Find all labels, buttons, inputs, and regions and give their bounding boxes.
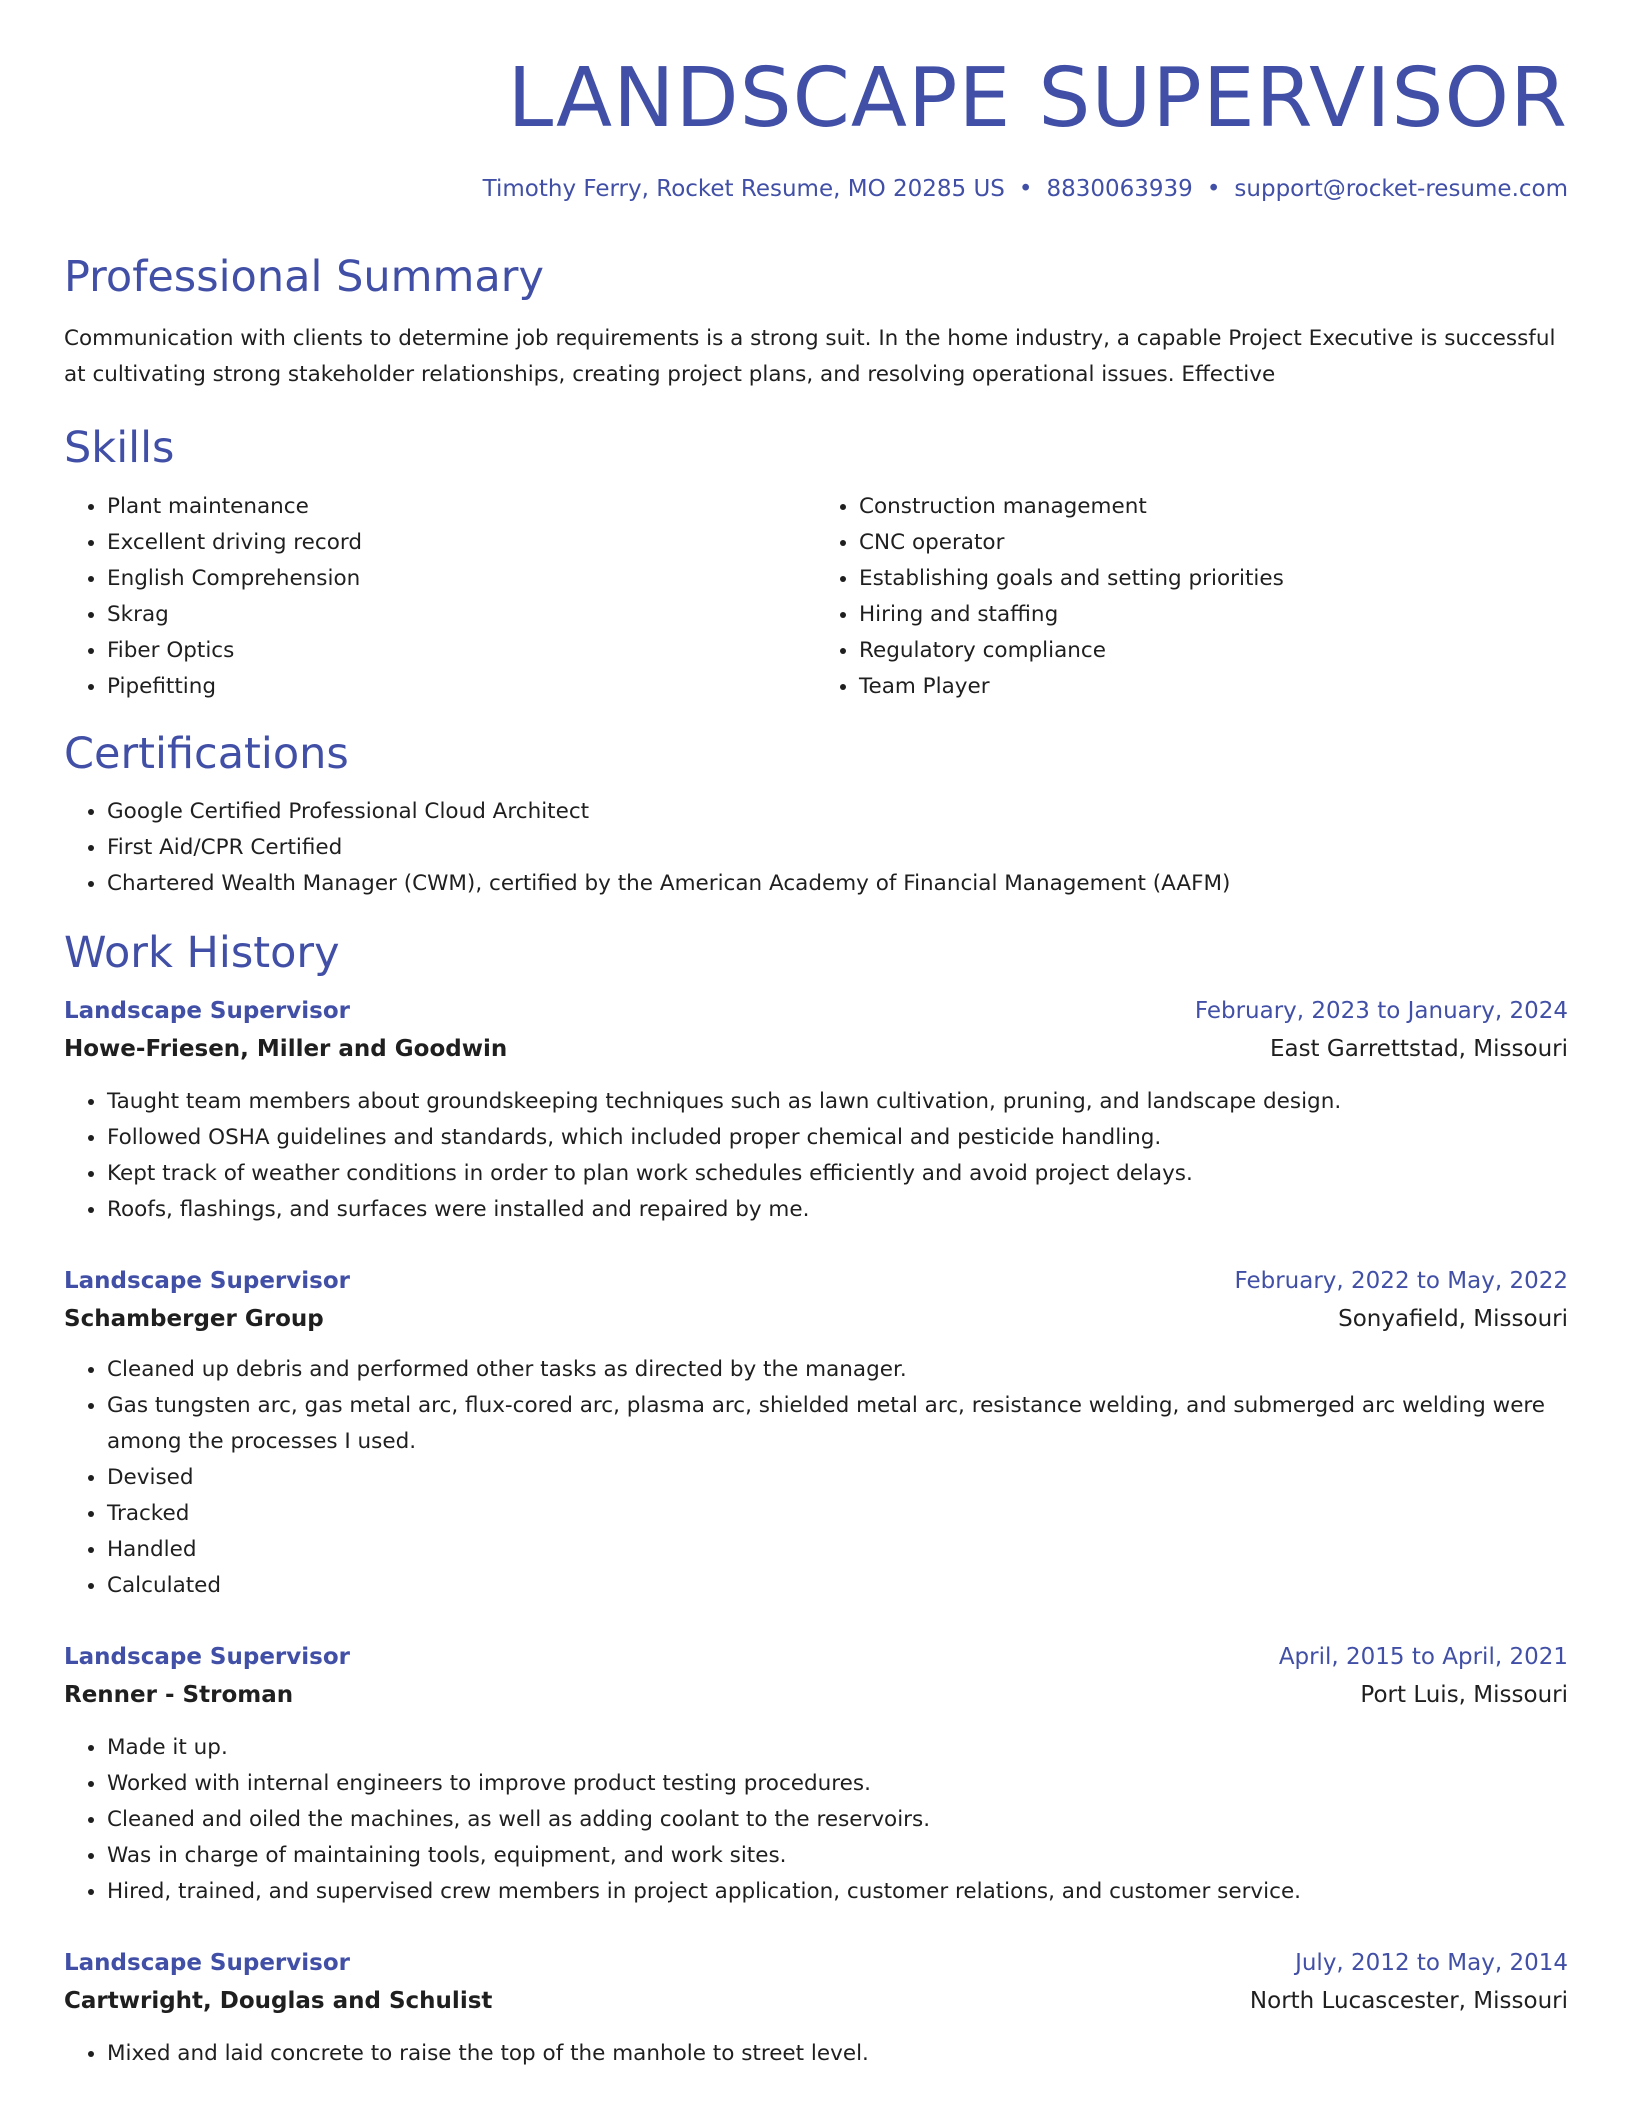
- skills-heading: Skills: [64, 423, 175, 474]
- skill-item: • English Comprehension: [107, 561, 816, 597]
- job-dates: February, 2022 to May, 2022: [1234, 1267, 1568, 1294]
- job-entry: [64, 1638, 1568, 1910]
- skills-grid: [64, 489, 1568, 705]
- job-bullet: • Roofs, flashings, and surfaces were installed and repaired by me.: [107, 1192, 1568, 1228]
- job-bullet: • Taught team members about groundskeeping techniques such as lawn cultivation, pruning, and landscape design.: [107, 1084, 1568, 1120]
- job-company: Howe-Friesen, Miller and Goodwin: [64, 1035, 508, 1062]
- job-bullet: • Tracked: [107, 1496, 1568, 1532]
- contact-email[interactable]: support@rocket-resume.com: [1234, 176, 1568, 202]
- summary-text: Communication with clients to determine job requirements is a strong suit. In the home industry, a capable Project Executive is successful at cultivating strong stakeholder relationships, creating project plans, and resolving operational issues. Effective: [64, 326, 1556, 388]
- job-title-row: [64, 1262, 1568, 1300]
- contact-address: Timothy Ferry, Rocket Resume, MO 20285 US: [482, 176, 1005, 202]
- job-bullets: [64, 1084, 1568, 1228]
- job-bullet: • Devised: [107, 1460, 1568, 1496]
- work-history-heading: Work History: [64, 928, 340, 979]
- job-bullet: • Was in charge of maintaining tools, equipment, and work sites.: [107, 1838, 1568, 1874]
- job-bullets: [64, 2036, 1568, 2072]
- job-company-row: [64, 1676, 1568, 1714]
- job-bullet: • Cleaned up debris and performed other tasks as directed by the manager.: [107, 1352, 1568, 1388]
- skill-item: • Hiring and staffing: [859, 597, 1568, 633]
- job-bullets: [64, 1352, 1568, 1604]
- job-title: Landscape Supervisor: [64, 997, 350, 1024]
- job-company: Cartwright, Douglas and Schulist: [64, 1987, 493, 2014]
- resume-title: LANDSCAPE SUPERVISOR: [507, 51, 1568, 146]
- job-company: Schamberger Group: [64, 1305, 324, 1332]
- certifications-heading: Certifications: [64, 728, 349, 779]
- skills-list-left: [64, 489, 816, 705]
- skill-item: • Construction management: [859, 489, 1568, 525]
- skill-item: • Plant maintenance: [107, 489, 816, 525]
- job-entry: [64, 1262, 1568, 1604]
- job-bullet: • Followed OSHA guidelines and standards, which included proper chemical and pesticide handling.: [107, 1120, 1568, 1156]
- job-bullet: • Calculated: [107, 1568, 1568, 1604]
- skill-item: • Regulatory compliance: [859, 633, 1568, 669]
- contact-separator: •: [1206, 176, 1221, 202]
- job-title: Landscape Supervisor: [64, 1949, 350, 1976]
- job-title: Landscape Supervisor: [64, 1267, 350, 1294]
- job-title: Landscape Supervisor: [64, 1643, 350, 1670]
- skill-item: • Establishing goals and setting priorities: [859, 561, 1568, 597]
- summary-heading: Professional Summary: [64, 251, 544, 302]
- job-bullet: • Mixed and laid concrete to raise the top of the manhole to street level.: [107, 2036, 1568, 2072]
- job-title-row: [64, 1638, 1568, 1676]
- job-location: North Lucascester, Missouri: [1249, 1987, 1568, 2014]
- job-entry: [64, 992, 1568, 1228]
- job-title-row: [64, 1944, 1568, 1982]
- job-bullets: [64, 1730, 1568, 1910]
- job-company: Renner - Stroman: [64, 1681, 294, 1708]
- job-bullet: • Cleaned and oiled the machines, as well as adding coolant to the reservoirs.: [107, 1802, 1568, 1838]
- job-company-row: [64, 1982, 1568, 2020]
- certification-item: • Chartered Wealth Manager (CWM), certified by the American Academy of Financial Management (AAFM): [107, 866, 1568, 902]
- job-bullet: • Made it up.: [107, 1730, 1568, 1766]
- job-bullet: • Gas tungsten arc, gas metal arc, flux-cored arc, plasma arc, shielded metal arc, resistance welding, and submerged arc welding were among the processes I used.: [107, 1388, 1568, 1460]
- job-dates: July, 2012 to May, 2014: [1295, 1949, 1568, 1976]
- skill-item: • Fiber Optics: [107, 633, 816, 669]
- job-bullet: • Kept track of weather conditions in order to plan work schedules efficiently and avoid project delays.: [107, 1156, 1568, 1192]
- contact-phone: 8830063939: [1046, 176, 1193, 202]
- job-entry: [64, 1944, 1568, 2072]
- job-title-row: [64, 992, 1568, 1030]
- job-bullet: • Worked with internal engineers to improve product testing procedures.: [107, 1766, 1568, 1802]
- skill-item: • Excellent driving record: [107, 525, 816, 561]
- job-location: Sonyafield, Missouri: [1338, 1305, 1568, 1332]
- job-company-row: [64, 1030, 1568, 1068]
- certifications-list: [64, 794, 1568, 902]
- certification-item: • First Aid/CPR Certified: [107, 830, 1568, 866]
- job-dates: April, 2015 to April, 2021: [1278, 1643, 1568, 1670]
- job-bullet: • Handled: [107, 1532, 1568, 1568]
- job-company-row: [64, 1300, 1568, 1338]
- contact-line: [64, 176, 1568, 204]
- skill-item: • Pipefitting: [107, 669, 816, 705]
- job-location: East Garrettstad, Missouri: [1269, 1035, 1568, 1062]
- job-dates: February, 2023 to January, 2024: [1194, 997, 1568, 1024]
- job-location: Port Luis, Missouri: [1360, 1681, 1568, 1708]
- certification-item: • Google Certified Professional Cloud Architect: [107, 794, 1568, 830]
- skill-item: • Skrag: [107, 597, 816, 633]
- skills-list-right: [816, 489, 1568, 705]
- skill-item: • CNC operator: [859, 525, 1568, 561]
- contact-separator: •: [1018, 176, 1033, 202]
- skill-item: • Team Player: [859, 669, 1568, 705]
- job-bullet: • Hired, trained, and supervised crew members in project application, customer relations, and customer service.: [107, 1874, 1568, 1910]
